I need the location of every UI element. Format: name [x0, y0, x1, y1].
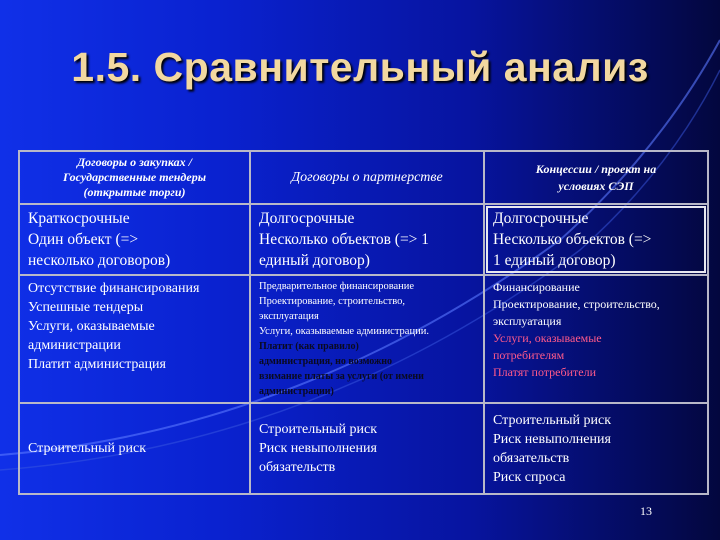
header-partnership: Договоры о партнерстве	[250, 151, 484, 204]
cell-financing-partnership: Предварительное финансирование Проектирование, строительство, эксплуатация Услуги, оказываемые администрации. Платит (как правило) администрация, но возможно взимание платы за услуги (от имени администрации)	[250, 275, 484, 403]
cell-duration-partnership: Долгосрочные Несколько объектов (=> 1 единый договор)	[250, 204, 484, 275]
header-concessions: Концессии / проект на условиях СЭП	[484, 151, 708, 204]
table-row	[19, 204, 708, 275]
cell-duration-concessions: Долгосрочные Несколько объектов (=> 1 единый договор)	[484, 204, 708, 275]
cell-financing-concessions: Финансирование Проектирование, строительство, эксплуатация Услуги, оказываемые потребителям Платят потребители	[484, 275, 708, 403]
comparison-table	[18, 150, 709, 495]
page-number: 13	[640, 504, 652, 518]
header-procurement: Договоры о закупках / Государственные тендеры (открытые торги)	[19, 151, 250, 204]
cell-risk-concessions: Строительный риск Риск невыполнения обязательств Риск спроса	[484, 403, 708, 494]
slide-title: 1.5. Сравнительный анализ	[71, 44, 649, 90]
cell-risk-procurement: Строительный риск	[19, 403, 250, 494]
table-row	[19, 275, 708, 403]
table-row	[19, 403, 708, 494]
cell-financing-procurement: Отсутствие финансирования Успешные тендеры Услуги, оказываемые администрации Платит администрация	[19, 275, 250, 403]
cell-risk-partnership: Строительный риск Риск невыполнения обязательств	[250, 403, 484, 494]
table-header-row	[19, 151, 708, 204]
cell-duration-procurement: Краткосрочные Один объект (=> несколько договоров)	[19, 204, 250, 275]
